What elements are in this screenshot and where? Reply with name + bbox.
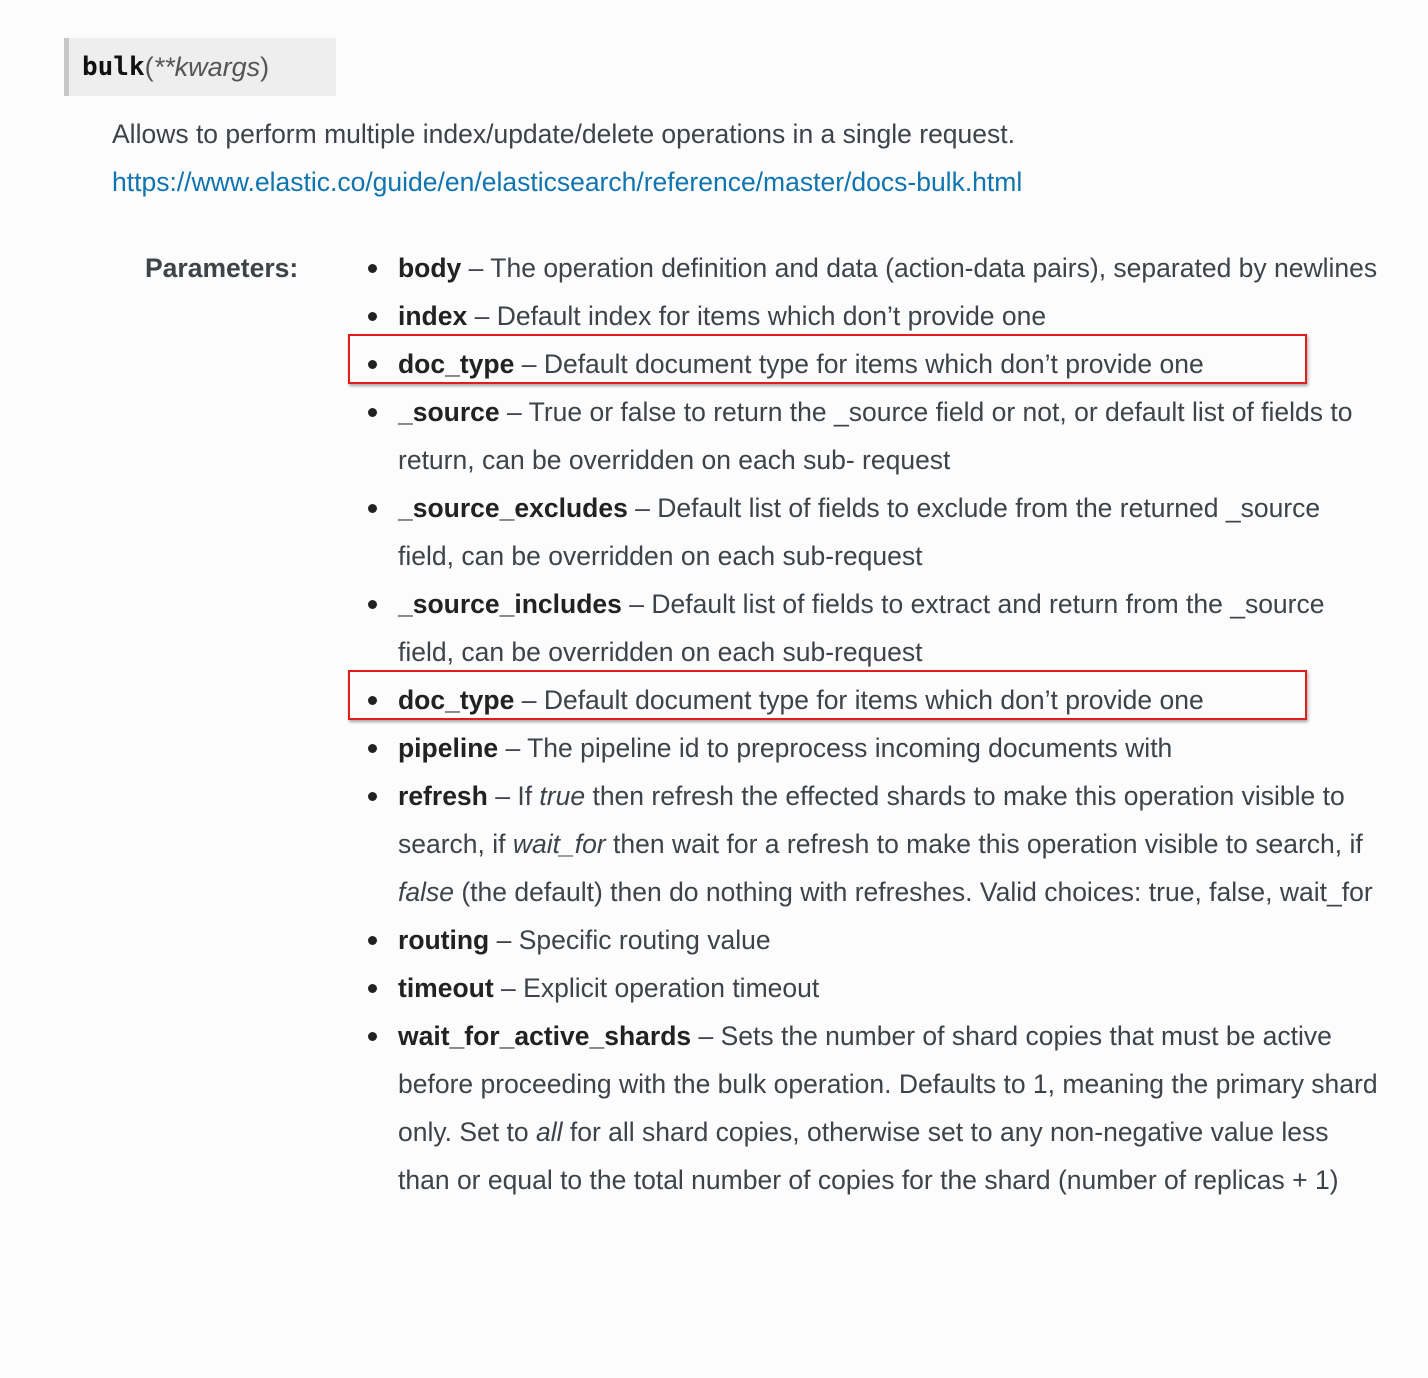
parameter-item-source — [398, 388, 1383, 484]
parameter-description-emphasis: false — [398, 877, 454, 907]
parameter-description: The operation definition and data (action-data pairs), separated by newlines — [490, 253, 1378, 283]
parameter-name: doc_type — [398, 349, 515, 379]
bullet-icon — [368, 600, 377, 609]
bullet-icon — [368, 1032, 377, 1041]
docs-link[interactable]: https://www.elastic.co/guide/en/elasticsearch/reference/master/docs-bulk.html — [112, 167, 1023, 197]
bullet-icon — [368, 696, 377, 705]
parameter-description: Explicit operation timeout — [523, 973, 820, 1003]
parameter-item-timeout — [398, 964, 1383, 1012]
parameter-name: routing — [398, 925, 490, 955]
parameters-list — [398, 244, 1383, 1204]
parameter-item-source-includes — [398, 580, 1383, 676]
bullet-icon — [368, 360, 377, 369]
parameter-name: _source — [398, 397, 500, 427]
parameter-name: timeout — [398, 973, 494, 1003]
parameter-item-refresh — [398, 772, 1383, 916]
parameters-label: Parameters: — [145, 253, 299, 283]
method-args: **kwargs — [153, 51, 261, 82]
parameter-description: The pipeline id to preprocess incoming documents with — [527, 733, 1173, 763]
parameter-separator: – — [691, 1021, 721, 1051]
parameter-description: (the default) then do nothing with refreshes. Valid choices: true, false, wait_for — [453, 877, 1373, 907]
parameter-name: _source_excludes — [398, 493, 628, 523]
bullet-icon — [368, 984, 377, 993]
bullet-icon — [368, 264, 377, 273]
parameter-item-doc-type — [398, 340, 1383, 388]
parameter-separator: – — [514, 349, 544, 379]
parameter-description-emphasis: all — [535, 1117, 563, 1147]
bullet-icon — [368, 504, 377, 513]
bullet-icon — [368, 408, 377, 417]
parameter-description-emphasis: true — [539, 781, 586, 811]
parameter-separator: – — [514, 685, 544, 715]
method-name: bulk — [82, 52, 145, 82]
parameter-description: for all shard copies, otherwise set to any non-negative value less than or equal to the total number of copies for the shard (number of replicas + 1) — [398, 1117, 1339, 1195]
parameter-description: If — [517, 781, 540, 811]
parameter-separator: – — [493, 973, 524, 1003]
parameter-name: doc_type — [398, 685, 515, 715]
parameter-item-pipeline — [398, 724, 1383, 772]
parameter-separator: – — [487, 781, 518, 811]
parameter-description: True or false to return the _source field or not, or default list of fields to return, can be overridden on each sub- request — [398, 397, 1353, 475]
parameter-description: Sets the number of shard copies that must be active before proceeding with the bulk operation. Defaults to 1, meaning the primary shard only. Set to — [398, 1021, 1378, 1147]
parameter-separator: – — [627, 493, 658, 523]
parameter-separator: – — [498, 733, 528, 763]
parameter-separator: – — [499, 397, 529, 427]
open-paren: ( — [144, 51, 154, 82]
parameter-name: body — [398, 253, 462, 283]
parameter-description-emphasis: wait_for — [512, 829, 606, 859]
method-description — [112, 110, 1412, 206]
parameter-description: Default index for items which don’t provide one — [496, 301, 1047, 331]
bullet-icon — [368, 744, 377, 753]
parameter-description: then wait for a refresh to make this operation visible to search, if — [605, 829, 1363, 859]
parameter-separator: – — [621, 589, 652, 619]
parameter-separator: – — [461, 253, 491, 283]
parameter-description: Default document type for items which don’t provide one — [543, 685, 1204, 715]
parameter-item-wait-for-active-shards — [398, 1012, 1383, 1204]
parameter-name: index — [398, 301, 468, 331]
parameter-item-source-excludes — [398, 484, 1383, 580]
parameter-separator: – — [489, 925, 519, 955]
parameter-name: refresh — [398, 781, 488, 811]
parameter-separator: – — [467, 301, 497, 331]
parameter-description: Default document type for items which don’t provide one — [543, 349, 1204, 379]
parameter-name: _source_includes — [398, 589, 622, 619]
parameter-description: Specific routing value — [518, 925, 771, 955]
close-paren: ) — [260, 51, 270, 82]
parameter-item-body — [398, 244, 1383, 292]
parameter-description: Default list of fields to extract and return from the _source field, can be overridden on each sub-request — [398, 589, 1325, 667]
parameter-description: then refresh the effected shards to make this operation visible to search, if — [398, 781, 1345, 859]
parameter-name: pipeline — [398, 733, 499, 763]
parameter-item-routing — [398, 916, 1383, 964]
parameter-item-doc-type — [398, 676, 1383, 724]
bullet-icon — [368, 936, 377, 945]
bullet-icon — [368, 312, 377, 321]
method-signature — [64, 38, 336, 96]
parameter-item-index — [398, 292, 1383, 340]
bullet-icon — [368, 792, 377, 801]
description-text: Allows to perform multiple index/update/delete operations in a single request. — [112, 119, 1015, 149]
parameter-description: Default list of fields to exclude from the returned _source field, can be overridden on each sub-request — [398, 493, 1321, 571]
parameter-name: wait_for_active_shards — [398, 1021, 692, 1051]
